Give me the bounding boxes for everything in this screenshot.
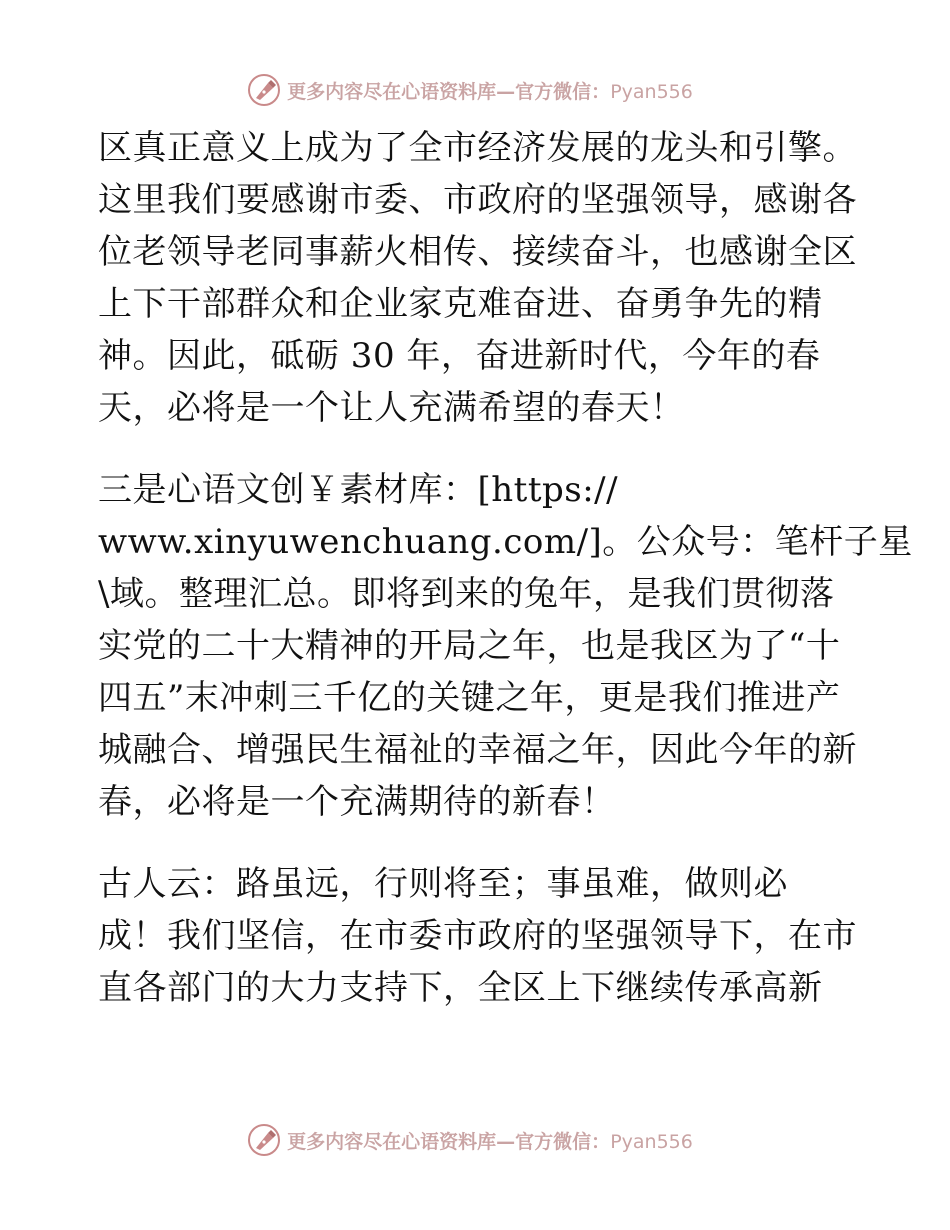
header-banner	[0, 70, 950, 110]
paragraph-3	[98, 858, 868, 1014]
paragraph-2	[98, 464, 913, 828]
paragraph-gap	[98, 828, 868, 858]
paragraph-1	[98, 122, 868, 434]
footer-wechat-id: Pyan556	[610, 1130, 693, 1153]
text-line: 古人云：路虽远，行则将至；事虽难，做则必	[98, 864, 788, 904]
paragraph-gap	[98, 434, 868, 464]
header-promo-text	[287, 77, 693, 104]
text-line: 春，必将是一个充满期待的新春！	[98, 782, 616, 822]
text-line: 三是心语文创￥素材库：[https://	[98, 470, 619, 510]
text-line: www.xinyuwenchuang.com/]。公众号：笔杆子星	[98, 522, 913, 562]
text-line: 天，必将是一个让人充满希望的春天！	[98, 388, 685, 428]
text-line: 实党的二十大精神的开局之年，也是我区为了“十	[98, 626, 841, 666]
text-line: 成！我们坚信，在市委市政府的坚强领导下，在市	[98, 916, 857, 956]
pen-nib-logo-icon	[247, 73, 281, 107]
text-line: 神。因此，砥砺 30 年，奋进新时代，今年的春	[98, 336, 821, 376]
text-line: \域。整理汇总。即将到来的兔年，是我们贯彻落	[98, 574, 835, 614]
footer-dash: —	[496, 1130, 516, 1153]
header-wechat-label: 官方微信：	[515, 80, 611, 103]
header-wechat-id: Pyan556	[610, 80, 693, 103]
header-dash: —	[496, 80, 516, 103]
footer-wechat-label: 官方微信：	[515, 1130, 611, 1153]
footer-banner	[0, 1120, 950, 1160]
header-promo: 更多内容尽在心语资料库	[287, 80, 497, 103]
footer-banner-inner	[247, 1123, 693, 1157]
header-banner-inner	[247, 73, 693, 107]
text-line: 城融合、增强民生福祉的幸福之年，因此今年的新	[98, 730, 857, 770]
text-line: 区真正意义上成为了全市经济发展的龙头和引擎。	[98, 128, 857, 168]
pen-nib-logo-icon	[247, 1123, 281, 1157]
text-line: 四五”末冲刺三千亿的关键之年，更是我们推进产	[98, 678, 841, 718]
text-line: 直各部门的大力支持下，全区上下继续传承高新	[98, 968, 823, 1008]
text-line: 位老领导老同事薪火相传、接续奋斗，也感谢全区	[98, 232, 857, 272]
footer-promo: 更多内容尽在心语资料库	[287, 1130, 497, 1153]
footer-promo-text	[287, 1127, 693, 1154]
text-line: 这里我们要感谢市委、市政府的坚强领导，感谢各	[98, 180, 857, 220]
document-body	[98, 122, 913, 1014]
text-line: 上下干部群众和企业家克难奋进、奋勇争先的精	[98, 284, 823, 324]
